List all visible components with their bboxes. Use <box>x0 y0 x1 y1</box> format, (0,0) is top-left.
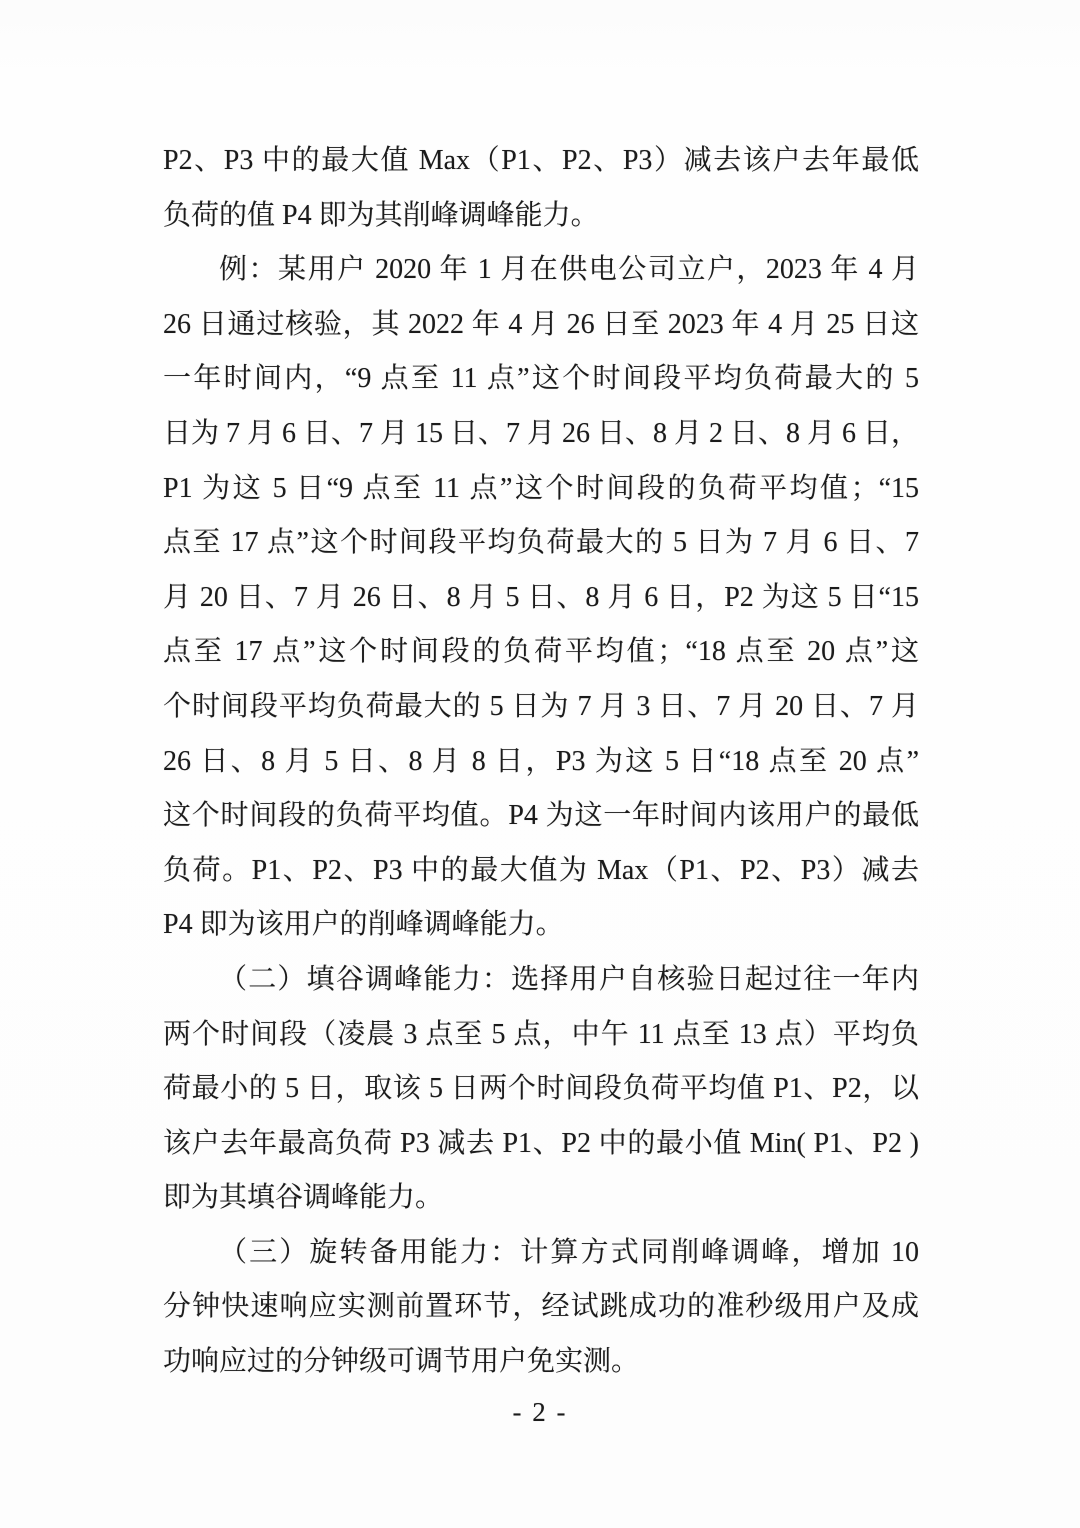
document-body <box>163 134 919 1390</box>
text-line: 例：某用户 2020 年 1 月在供电公司立户，2023 年 4 月 <box>219 254 919 286</box>
text-line: 26 日通过核验，其 2022 年 4 月 26 日至 2023 年 4 月 25 日这 <box>163 308 919 340</box>
text-line: （三）旋转备用能力：计算方式同削峰调峰，增加 10 <box>219 1236 919 1268</box>
text-line: 功响应过的分钟级可调节用户免实测。 <box>163 1346 640 1378</box>
text-line: 荷最小的 5 日，取该 5 日两个时间段负荷平均值 P1、P2，以 <box>163 1073 919 1105</box>
text-line: 点至 17 点”这个时间段平均负荷最大的 5 日为 7 月 6 日、7 <box>163 527 919 559</box>
text-line: 26 日、8 月 5 日、8 月 8 日，P3 为这 5 日“18 点至 20 点” <box>163 745 919 777</box>
text-line: 个时间段平均负荷最大的 5 日为 7 月 3 日、7 月 20 日、7 月 <box>163 690 919 722</box>
text-line: 点至 17 点”这个时间段的负荷平均值；“18 点至 20 点”这 <box>163 636 919 668</box>
text-line: （二）填谷调峰能力：选择用户自核验日起过往一年内 <box>219 963 919 995</box>
text-line: 两个时间段（凌晨 3 点至 5 点，中午 11 点至 13 点）平均负 <box>163 1018 919 1050</box>
text-line: P2、P3 中的最大值 Max（P1、P2、P3）减去该户去年最低 <box>163 145 919 176</box>
text-line: 一年时间内，“9 点至 11 点”这个时间段平均负荷最大的 5 <box>163 363 919 395</box>
text-line: 日为 7 月 6 日、7 月 15 日、7 月 26 日、8 月 2 日、8 月 6 日， <box>163 417 919 449</box>
text-line: 月 20 日、7 月 26 日、8 月 5 日、8 月 6 日，P2 为这 5 日“15 <box>163 581 919 613</box>
text-line: 即为其填谷调峰能力。 <box>163 1182 444 1214</box>
text-line: P4 即为该用户的削峰调峰能力。 <box>163 909 564 941</box>
page-number: - 2 - <box>512 1397 568 1427</box>
text-line: 负荷的值 P4 即为其削峰调峰能力。 <box>163 199 599 231</box>
text-line: 负荷。P1、P2、P3 中的最大值为 Max（P1、P2、P3）减去 <box>163 854 919 886</box>
text-line: P1 为这 5 日“9 点至 11 点”这个时间段的负荷平均值；“15 <box>163 472 919 504</box>
text-line: 分钟快速响应实测前置环节，经试跳成功的准秒级用户及成 <box>163 1291 919 1323</box>
text-line: 该户去年最高负荷 P3 减去 P1、P2 中的最小值 Min( P1、P2 ) <box>163 1127 919 1159</box>
text-line: 这个时间段的负荷平均值。P4 为这一年时间内该用户的最低 <box>163 800 919 832</box>
